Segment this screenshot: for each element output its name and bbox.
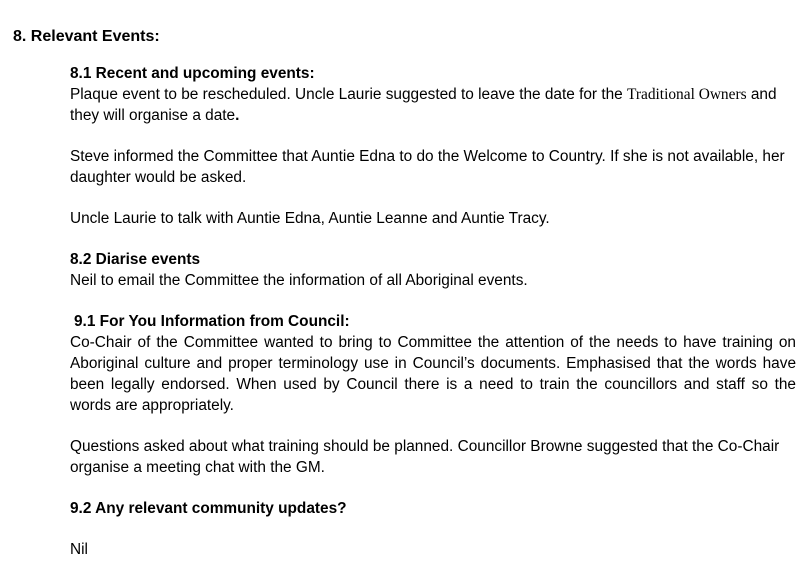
heading-8-2: 8.2 Diarise events [70,251,201,268]
paragraph-steve-informed: Steve informed the Committee that Auntie Edna to do the Welcome to Country. If she is not available, her daughter would be asked. [70,148,785,186]
paragraph-plaque-event [70,84,796,126]
paragraph-uncle-laurie: Uncle Laurie to talk with Auntie Edna, Auntie Leanne and Auntie Tracy. [70,210,550,227]
section-8-title: 8. Relevant Events: [13,28,160,45]
paragraph-run: and they will organise a date [70,86,777,124]
paragraph-nil: Nil [70,541,88,558]
heading-9-1: 9.1 For You Information from Council: [74,313,350,330]
heading-8-1: 8.1 Recent and upcoming events: [70,65,315,82]
document-body [70,63,796,560]
paragraph-cochair-training: Co-Chair of the Committee wanted to bring to Committee the attention of the needs to have training on Aboriginal culture and proper terminology use in Council’s documents. Emphasised that the words have been legally endorsed. When used by Council there is a need to train the councillors and staff so the words are appropriately. [70,334,796,414]
heading-9-2: 9.2 Any relevant community updates? [70,500,347,517]
traditional-owners-serif-run: Traditional Owners [627,86,747,103]
bold-period-run: . [235,107,240,124]
paragraph-neil-email: Neil to email the Committee the information of all Aboriginal events. [70,272,528,289]
paragraph-run: Plaque event to be rescheduled. Uncle Laurie suggested to leave the date for the [70,86,628,103]
paragraph-questions-training: Questions asked about what training should be planned. Councillor Browne suggested that the Co-Chair organise a meeting chat with the GM. [70,438,780,476]
